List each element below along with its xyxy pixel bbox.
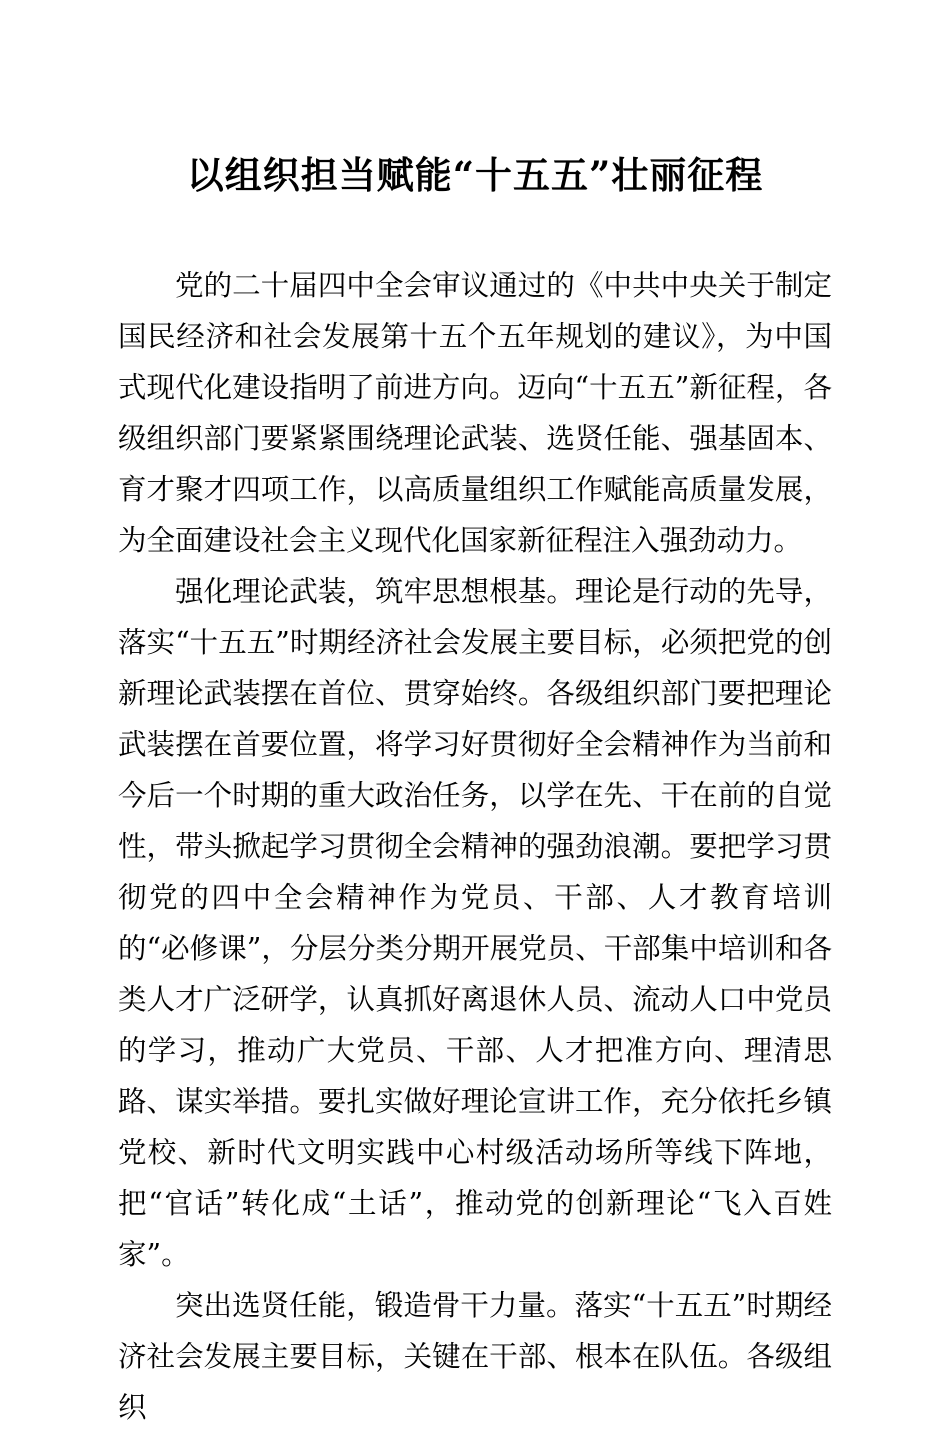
document-body (118, 260, 832, 1433)
paragraph-3: 突出选贤任能，锻造骨干力量。落实“十五五”时期经济社会发展主要目标，关键在干部、根本在队伍。各级组织 (118, 1288, 832, 1424)
paragraph-2: 强化理论武装，筑牢思想根基。理论是行动的先导，落实“十五五”时期经济社会发展主要目标，必须把党的创新理论武装摆在首位、贯穿始终。各级组织部门要把理论武装摆在首要位置，将学习好贯彻好全会精神作为当前和今后一个时期的重大政治任务，以学在先、干在前的自觉性，带头掀起学习贯彻全会精神的强劲浪潮。要把学习贯彻党的四中全会精神作为党员、干部、人才教育培训的“必修课”，分层分类分期开展党员、干部集中培训和各类人才广泛研学，认真抓好离退休人员、流动人口中党员的学习，推动广大党员、干部、人才把准方向、理清思路、谋实举措。要扎实做好理论宣讲工作，充分依托乡镇党校、新时代文明实践中心村级活动场所等线下阵地，把“官话”转化成“土话”，推动党的创新理论“飞入百姓家”。 (118, 574, 832, 1271)
paragraph-1: 党的二十届四中全会审议通过的《中共中央关于制定国民经济和社会发展第十五个五年规划的建议》，为中国式现代化建设指明了前进方向。迈向“十五五”新征程，各级组织部门要紧紧围绕理论武装、选贤任能、强基固本、育才聚才四项工作，以高质量组织工作赋能高质量发展，为全面建设社会主义现代化国家新征程注入强劲动力。 (118, 268, 832, 557)
page-title: 以组织担当赋能“十五五”壮丽征程 (186, 153, 764, 197)
